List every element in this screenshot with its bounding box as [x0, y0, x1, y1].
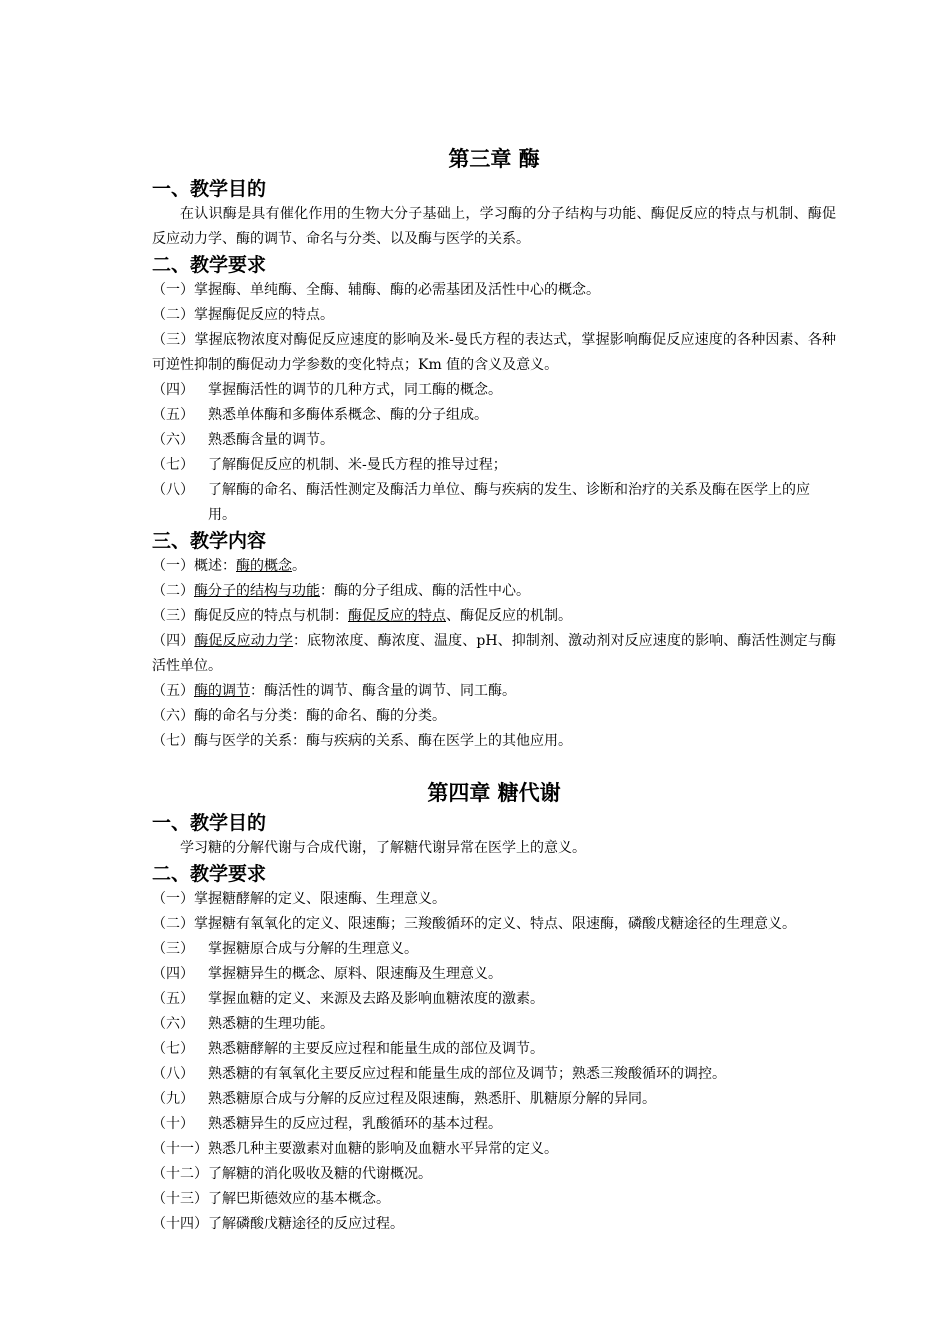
ch3-req-4: [152, 378, 836, 403]
content-suffix: ：底物浓度、酶浓度、温度、pH、抑制剂、激动剂对反应速度的影响、酶活性测定与酶活性单位。: [152, 633, 837, 674]
ch4-req-14: （十四）了解磷酸戊糖途径的反应过程。: [152, 1216, 404, 1232]
ch4-req-8: [152, 1062, 836, 1087]
ch3-content-3: [152, 604, 836, 629]
ch3-req-1: （一）掌握酶、单纯酶、全酶、辅酶、酶的必需基团及活性中心的概念。: [152, 282, 600, 298]
ch3-req-6: [152, 428, 836, 453]
ch3-section-requirements: 二、教学要求: [152, 254, 267, 276]
ch4-req-2: （二）掌握糖有氧氧化的定义、限速酶；三羧酸循环的定义、特点、限速酶，磷酸戊糖途径的生理意义。: [152, 916, 796, 932]
ch4-req-6: [152, 1012, 836, 1037]
ch4-req-11: （十一）熟悉几种主要激素对血糖的影响及血糖水平异常的定义。: [152, 1141, 558, 1157]
document-page: [152, 142, 836, 1237]
content-prefix: （二）: [152, 583, 194, 599]
chapter-gap: [152, 754, 836, 776]
ch3-content-7: （七）酶与医学的关系：酶与疾病的关系、酶在医学上的其他应用。: [152, 733, 572, 749]
item-text: 掌握血糖的定义、来源及去路及影响血糖浓度的激素。: [208, 991, 544, 1007]
content-link: 酶的调节: [194, 683, 250, 699]
item-number: （八）: [152, 482, 194, 498]
item-number: （六）: [152, 1016, 194, 1032]
ch4-section-purpose: 一、教学目的: [152, 812, 267, 834]
ch3-content-2: [152, 579, 836, 604]
item-number: （四）: [152, 382, 194, 398]
chapter3-title: 第三章 酶: [448, 147, 540, 171]
ch4-req-13: （十三）了解巴斯德效应的基本概念。: [152, 1191, 390, 1207]
ch4-req-4: [152, 962, 836, 987]
content-link: 酶促反应的特点: [348, 608, 446, 624]
item-text: 熟悉糖异生的反应过程，乳酸循环的基本过程。: [208, 1116, 502, 1132]
content-prefix: （五）: [152, 683, 194, 699]
item-number: （八）: [152, 1066, 194, 1082]
item-text: 熟悉糖的有氧氧化主要反应过程和能量生成的部位及调节；熟悉三羧酸循环的调控。: [208, 1066, 726, 1082]
ch3-req-7: [152, 453, 836, 478]
content-prefix: （四）: [152, 633, 195, 649]
item-text: 熟悉酶含量的调节。: [208, 432, 334, 448]
item-text: 熟悉糖原合成与分解的反应过程及限速酶，熟悉肝、肌糖原分解的异同。: [208, 1091, 656, 1107]
item-text: 熟悉单体酶和多酶体系概念、酶的分子组成。: [208, 407, 488, 423]
item-text: 掌握糖原合成与分解的生理意义。: [208, 941, 418, 957]
ch3-req-3: （三）掌握底物浓度对酶促反应速度的影响及米-曼氏方程的表达式，掌握影响酶促反应速度的各种因素、各种可逆性抑制的酶促动力学参数的变化特点；Km 值的含义及意义。: [152, 332, 836, 373]
ch3-content-4: [152, 629, 836, 679]
item-text: 掌握糖异生的概念、原料、限速酶及生理意义。: [208, 966, 502, 982]
content-link: 酶的概念: [236, 558, 292, 574]
chapter4-title: 第四章 糖代谢: [427, 781, 561, 805]
item-text: 了解酶促反应的机制、米-曼氏方程的推导过程；: [208, 457, 507, 473]
item-number: （七）: [152, 1041, 194, 1057]
ch3-content-1: [152, 554, 836, 579]
ch4-req-12: （十二）了解糖的消化吸收及糖的代谢概况。: [152, 1166, 432, 1182]
ch4-purpose-text: 学习糖的分解代谢与合成代谢，了解糖代谢异常在医学上的意义。: [180, 840, 586, 856]
ch4-section-requirements: 二、教学要求: [152, 863, 267, 885]
content-prefix: （三）酶促反应的特点与机制：: [152, 608, 348, 624]
ch3-req-2: （二）掌握酶促反应的特点。: [152, 307, 334, 323]
item-number: （四）: [152, 966, 194, 982]
ch4-req-1: （一）掌握糖酵解的定义、限速酶、生理意义。: [152, 891, 446, 907]
content-suffix: 、酶促反应的机制。: [446, 608, 572, 624]
ch3-section-content: 三、教学内容: [152, 530, 267, 552]
ch3-content-6: （六）酶的命名与分类：酶的命名、酶的分类。: [152, 708, 446, 724]
item-number: （十）: [152, 1116, 194, 1132]
item-text: 了解酶的命名、酶活性测定及酶活力单位、酶与疾病的发生、诊断和治疗的关系及酶在医学上的应用。: [208, 482, 810, 523]
item-number: （六）: [152, 432, 194, 448]
ch4-req-3: [152, 937, 836, 962]
item-text: 熟悉糖酵解的主要反应过程和能量生成的部位及调节。: [208, 1041, 544, 1057]
ch3-req-5: [152, 403, 836, 428]
content-link: 酶分子的结构与功能: [194, 583, 320, 599]
ch3-content-5: [152, 679, 836, 704]
ch3-req-8: [152, 478, 836, 528]
item-number: （九）: [152, 1091, 194, 1107]
ch4-req-5: [152, 987, 836, 1012]
item-number: （三）: [152, 941, 194, 957]
item-text: 熟悉糖的生理功能。: [208, 1016, 334, 1032]
ch4-req-9: [152, 1087, 836, 1112]
content-link: 酶促反应动力学: [194, 633, 294, 649]
ch4-req-10: [152, 1112, 836, 1137]
item-number: （五）: [152, 991, 194, 1007]
content-suffix: 。: [292, 558, 306, 574]
content-suffix: ：酶活性的调节、酶含量的调节、同工酶。: [250, 683, 516, 699]
item-number: （五）: [152, 407, 194, 423]
content-suffix: ：酶的分子组成、酶的活性中心。: [320, 583, 530, 599]
item-text: 掌握酶活性的调节的几种方式，同工酶的概念。: [208, 382, 502, 398]
ch4-req-7: [152, 1037, 836, 1062]
content-prefix: （一）概述：: [152, 558, 236, 574]
ch3-section-purpose: 一、教学目的: [152, 178, 267, 200]
ch3-purpose-text: 在认识酶是具有催化作用的生物大分子基础上，学习酶的分子结构与功能、酶促反应的特点与机制、酶促反应动力学、酶的调节、命名与分类、以及酶与医学的关系。: [152, 206, 836, 247]
item-number: （七）: [152, 457, 194, 473]
